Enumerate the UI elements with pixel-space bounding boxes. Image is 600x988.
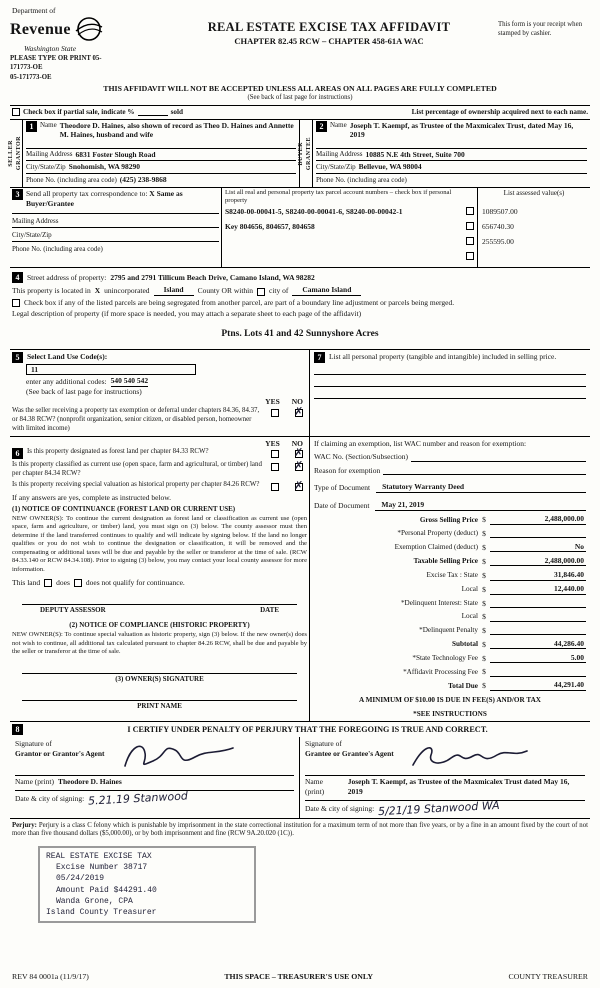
x-mark: ✗ xyxy=(294,446,304,460)
parcel-numbers-value[interactable]: S8240-00-00041-5, S8240-00-00041-6, S8240-00-00042-1 xyxy=(225,206,403,216)
form-header xyxy=(10,6,590,83)
dollar-sign: $ xyxy=(482,681,486,691)
notice-compliance-body: NEW OWNER(S): To continue special valuation as historic property, sign (3) below. If the new owner(s) does not wish to continue, all additional tax calculated pursuant to chapter 84.26 RCW, shall be due and payable by the seller or transferor at the time of sale. xyxy=(12,630,307,656)
personal-property-label: List all personal property (tangible and intangible) included in selling price. xyxy=(329,351,557,361)
section-8-badge: 8 xyxy=(12,724,23,735)
designation-and-tax-section xyxy=(10,437,590,723)
grantor-name-value[interactable]: Theodore D. Haines xyxy=(57,777,122,787)
stamp-title: REAL ESTATE EXCISE TAX xyxy=(46,852,152,861)
x-mark: ✗ xyxy=(294,405,304,419)
fee-value[interactable] xyxy=(490,625,586,635)
assessed-value-1[interactable]: 1089507.00 xyxy=(482,206,518,216)
grantee-name-value[interactable]: Joseph T. Kaempf, as Trustee of the Maxmicalex Trust dated May 16, 2019 xyxy=(347,777,570,796)
tax-exemption-question: Was the seller receiving a property tax exemption or deferral under chapters 84.36, 84.37, or 84.38 RCW? (nonprofit organization, senior citizen, or disabled person, homeowner with limited income) xyxy=(12,407,260,432)
warning-text: THIS AFFIDAVIT WILL NOT BE ACCEPTED UNLESS ALL AREAS ON ALL PAGES ARE FULLY COMPLETED xyxy=(103,83,497,93)
dollar-sign: $ xyxy=(482,570,486,580)
buyer-mailing-value[interactable]: 10885 N.E 4th Street, Suite 700 xyxy=(365,149,465,159)
sold-label: sold xyxy=(170,107,183,116)
grantor-signature-block xyxy=(10,737,300,817)
buyer-csz-value[interactable]: Bellevue, WA 98004 xyxy=(358,162,422,172)
qualify-prefix: This land xyxy=(12,578,41,588)
located-in-label: This property is located in xyxy=(12,285,91,295)
grantor-signature-of-label: Signature of xyxy=(15,739,52,749)
correspondence-phone-label: Phone No. (including area code) xyxy=(12,244,103,253)
seller-name-label: Name xyxy=(40,120,57,129)
treasurer-use-only-label: THIS SPACE – TREASURER'S USE ONLY xyxy=(224,972,374,982)
does-not-label: does not qualify for continuance. xyxy=(85,578,185,588)
fee-value[interactable]: 12,440.00 xyxy=(490,584,586,595)
personal-property-blank-line-1[interactable] xyxy=(314,363,586,375)
doc-type-value[interactable]: Statutory Warranty Deed xyxy=(376,482,586,493)
doc-date-label: Date of Document xyxy=(314,501,370,511)
print-name-line[interactable]: PRINT NAME xyxy=(22,700,297,711)
personal-property-blank-line-3[interactable] xyxy=(314,387,586,399)
owners-signature-line[interactable]: (3) OWNER(S) SIGNATURE xyxy=(22,673,297,684)
historic-property-question: Is this property receiving special valuation as historical property per chapter 84.26 RCW? xyxy=(12,480,260,488)
stamp-cashier-name: Wanda Grone, CPA xyxy=(56,896,133,906)
grantor-signature[interactable] xyxy=(115,739,245,773)
dor-logo-icon xyxy=(74,16,104,45)
form-code-2: 05-171773-OE xyxy=(10,74,52,82)
deputy-assessor-line[interactable] xyxy=(22,604,297,615)
perjury-text: Perjury is a class C felony which is punishable by imprisonment in the state correctional institution for a maximum term of not more than five years, or by a fine in an amount fixed by the court of not more than five thousand dollars ($5,000.00), or by both imprisonment and fine (RCW 9A.20.020 (1C)). xyxy=(12,821,588,838)
fee-value[interactable] xyxy=(490,667,586,677)
form-code-1: 171773-OE xyxy=(10,64,43,72)
dollar-sign: $ xyxy=(482,653,486,663)
wac-no-label: WAC No. (Section/Subsection) xyxy=(314,452,408,462)
dept-of-label: Department of xyxy=(12,6,56,15)
forest-land-question: Is this property designated as forest land per chapter 84.33 RCW? xyxy=(27,448,209,456)
seller-side-label xyxy=(10,120,23,187)
fee-value[interactable] xyxy=(490,612,586,622)
dollar-sign: $ xyxy=(482,667,486,677)
does-not-qualify-checkbox[interactable] xyxy=(74,579,82,587)
fee-label: Subtotal xyxy=(452,640,478,649)
wac-no-field[interactable] xyxy=(411,453,586,462)
partial-sale-label: Check box if partial sale, indicate % xyxy=(23,107,135,116)
yes-header-2: YES xyxy=(265,438,280,448)
tax-column xyxy=(310,437,590,722)
dollar-sign: $ xyxy=(482,625,486,635)
stamp-amount-paid: Amount Paid $44291.40 xyxy=(56,885,157,895)
grantee-signature-block xyxy=(300,737,590,817)
fee-value[interactable]: No xyxy=(490,542,586,553)
fee-row-personal-property xyxy=(314,528,586,538)
fee-row-total-due xyxy=(314,680,586,691)
no-header-1: NO xyxy=(291,396,303,406)
fee-row-excise-local xyxy=(314,584,586,595)
section-3-badge: 3 xyxy=(12,189,23,200)
city-value[interactable]: Camano Island xyxy=(292,285,361,296)
fee-label: *Delinquent Interest: State xyxy=(400,598,478,607)
fee-label: Taxable Selling Price xyxy=(413,557,478,566)
personal-property-section xyxy=(310,350,590,436)
dollar-sign: $ xyxy=(482,556,486,566)
partial-sale-checkbox[interactable] xyxy=(12,108,20,116)
buyer-phone-label: Phone No. (including area code) xyxy=(316,175,407,184)
notice-compliance-title: (2) NOTICE OF COMPLIANCE (HISTORIC PROPERTY) xyxy=(69,620,250,629)
fee-value[interactable]: 44,291.40 xyxy=(490,680,586,691)
fee-label: Excise Tax : State xyxy=(426,571,478,580)
seller-phone-value[interactable]: (425) 238-9868 xyxy=(119,175,167,185)
notice-continuance-title: (1) NOTICE OF CONTINUANCE (FOREST LAND OR CURRENT USE) xyxy=(12,504,236,513)
fee-label: *Personal Property (deduct) xyxy=(397,529,478,538)
certification-section xyxy=(10,722,590,818)
form-subtitle: CHAPTER 82.45 RCW – CHAPTER 458-61A WAC xyxy=(234,36,424,46)
grantee-agent-label: Grantee or Grantee's Agent xyxy=(305,748,394,758)
reason-exemption-field[interactable] xyxy=(383,466,586,475)
section-6-badge: 6 xyxy=(12,448,23,459)
unincorporated-x-mark: X xyxy=(94,285,101,295)
dollar-sign: $ xyxy=(482,612,486,622)
personal-property-checkbox-1[interactable] xyxy=(466,207,474,215)
fee-label: Gross Selling Price xyxy=(419,515,478,524)
buyer-name-value[interactable]: Joseph T. Kaempf, as Trustee of the Maxmicalex Trust, dated May 16, 2019 xyxy=(349,120,574,140)
correspondence-csz-label: City/State/Zip xyxy=(12,230,52,239)
perjury-label: Perjury: xyxy=(12,821,37,829)
grantee-name-print-label: Name (print) xyxy=(305,777,325,796)
receipt-note: This form is your receipt when stamped by cashier. xyxy=(498,21,582,37)
seller-mailing-value[interactable]: 6831 Foster Slough Road xyxy=(75,149,156,159)
fee-row-excise-state xyxy=(314,570,586,581)
fee-label: Total Due xyxy=(448,681,478,690)
stamp-excise-number: Excise Number 38717 xyxy=(56,863,148,873)
current-use-question: Is this property classified as current use (open space, farm and agricultural, or timber) land per chapter 84.34 RCW? xyxy=(12,461,262,478)
correspondence-mailing-label: Mailing Address xyxy=(12,216,59,225)
section-4-badge: 4 xyxy=(12,272,23,283)
partial-percent-field[interactable] xyxy=(138,108,168,116)
grantor-date-city-value[interactable]: 5.21.19 Stanwood xyxy=(87,789,189,808)
seller-side-word-1: SELLER xyxy=(8,139,15,167)
x-mark: ✗ xyxy=(294,459,304,473)
buyer-mailing-label: Mailing Address xyxy=(316,150,363,159)
does-qualify-checkbox[interactable] xyxy=(44,579,52,587)
buyer-section xyxy=(300,120,590,187)
form-title: REAL ESTATE EXCISE TAX AFFIDAVIT xyxy=(207,20,451,34)
forest-yes-checkbox[interactable] xyxy=(271,450,279,458)
historic-yes-checkbox[interactable] xyxy=(271,483,279,491)
street-address-value[interactable]: 2795 and 2791 Tillicum Beach Drive, Camano Island, WA 98282 xyxy=(110,273,315,283)
land-use-code-value[interactable]: 11 xyxy=(26,364,196,376)
dollar-sign: $ xyxy=(482,639,486,649)
date-label: DATE xyxy=(260,606,279,615)
reason-exemption-label: Reason for exemption xyxy=(314,465,381,475)
fee-row-subtotal xyxy=(314,639,586,650)
does-label: does xyxy=(56,578,70,588)
yes-header-1: YES xyxy=(265,396,280,406)
ownership-note: List percentage of ownership acquired next to each name. xyxy=(411,107,588,116)
see-back-note: (See back of last page for instructions) xyxy=(247,93,353,101)
section-5-badge: 5 xyxy=(12,352,23,363)
current-use-no-checkbox[interactable] xyxy=(294,459,304,473)
seller-name-value[interactable]: Theodore D. Haines, also shown of record as Theo D. Haines and Annette M. Haines, husband and wife xyxy=(59,120,294,140)
notice-continuance-body: NEW OWNER(S): To continue the current designation as forest land or classification as current use (open space, farm and agriculture, or timber) land, you must sign on (3) below. The county assessor must then determine if the land transferred continues to qualify and will indicate by signing below. If the land no longer qualifies or you do not wish to continue the designation or classification, it will be removed and the compensating or additional taxes will be due and payable by the seller or transferor at the time of sale. (RCW 84.33.140 or RCW 84.34.108). Prior to signing (3) below, you may contact your local county assessor for more information. xyxy=(12,514,307,573)
parties-section xyxy=(10,119,590,188)
current-use-yes-checkbox[interactable] xyxy=(271,463,279,471)
forest-no-checkbox[interactable] xyxy=(294,446,304,460)
partial-sale-row xyxy=(10,105,590,119)
minimum-fee-note: A MINIMUM OF $10.00 IS DUE IN FEE(S) AND/OR TAX xyxy=(359,695,541,704)
city-of-label: city of xyxy=(269,285,289,295)
fee-row-exemption-claimed xyxy=(314,542,586,553)
personal-property-checkbox-4[interactable] xyxy=(466,252,474,260)
segregated-label: Check box if any of the listed parcels are being segregated from another parcel, are part of a boundary line adjustment or parcels being merged. xyxy=(24,297,455,307)
grantor-agent-label: Grantor or Grantor's Agent xyxy=(15,748,105,758)
seller-phone-label: Phone No. (including area code) xyxy=(26,175,117,184)
seller-section xyxy=(10,120,300,187)
seller-mailing-label: Mailing Address xyxy=(26,150,73,159)
deputy-assessor-label: DEPUTY ASSESSOR xyxy=(40,606,106,615)
if-yes-note: If any answers are yes, complete as instructed below. xyxy=(12,492,172,502)
send-correspondence-label: Send all property tax correspondence to: xyxy=(26,188,148,198)
washington-state-label: Washington State xyxy=(24,44,77,54)
dor-logo-block xyxy=(10,6,160,83)
doc-date-value[interactable]: May 21, 2019 xyxy=(375,500,586,511)
unincorporated-label[interactable]: unincorporated xyxy=(104,285,150,295)
parcel-keys-value[interactable]: Key 804656, 804657, 804658 xyxy=(225,221,315,231)
land-use-label: Select Land Use Code(s): xyxy=(27,351,108,361)
grantee-signature[interactable] xyxy=(405,739,535,773)
grantee-date-city-value[interactable]: 5/21/19 Stanwood WA xyxy=(377,798,501,818)
grantee-date-city-label: Date & city of signing: xyxy=(305,803,375,813)
historic-no-checkbox[interactable] xyxy=(294,478,304,492)
seller-csz-value[interactable]: Snohomish, WA 98290 xyxy=(68,162,141,172)
fee-row-delinquent-interest-state xyxy=(314,598,586,608)
doc-type-label: Type of Document xyxy=(314,483,371,493)
fee-value[interactable]: 5.00 xyxy=(490,653,586,664)
fee-label: *Delinquent Penalty xyxy=(419,625,478,634)
perjury-paragraph xyxy=(10,819,590,842)
legal-description-label: Legal description of property (if more space is needed, you may attach a separate sheet to each page of the affidavit) xyxy=(12,309,362,319)
assessed-values-header: List assessed value(s) xyxy=(503,188,565,197)
dollar-sign: $ xyxy=(482,515,486,525)
section-7-badge: 7 xyxy=(314,352,325,363)
personal-property-checkbox-2[interactable] xyxy=(466,222,474,230)
personal-property-blank-line-2[interactable] xyxy=(314,375,586,387)
tax-correspondence-section xyxy=(10,188,590,268)
buyer-side-word-2: GRANTEE xyxy=(306,136,312,170)
fee-row-gross xyxy=(314,514,586,525)
dollar-sign: $ xyxy=(482,542,486,552)
seller-side-word-2: GRANTOR xyxy=(16,136,22,171)
fee-row-taxable xyxy=(314,556,586,567)
fee-row-delinquent-interest-local xyxy=(314,612,586,622)
buyer-name-label: Name xyxy=(330,120,347,129)
land-use-personal-property-row xyxy=(10,350,590,437)
same-as-x-mark: X xyxy=(149,188,155,198)
county-treasurer-label: COUNTY TREASURER xyxy=(508,972,588,982)
fee-label: Local xyxy=(461,585,478,594)
fee-label: *Affidavit Processing Fee xyxy=(403,667,478,676)
section-2-badge: 2 xyxy=(316,121,327,132)
assessed-value-3[interactable]: 255595.00 xyxy=(482,236,514,246)
fee-label: Local xyxy=(461,612,478,621)
parcel-numbers-header: List all real and personal property tax parcel account numbers – check box if personal property xyxy=(225,188,452,205)
claiming-exemption-note: If claiming an exemption, list WAC number and reason for exemption: xyxy=(314,438,527,448)
rev-number: REV 84 0001a (11/9/17) xyxy=(12,972,89,982)
designation-column xyxy=(10,437,310,722)
dollar-sign: $ xyxy=(482,598,486,608)
property-address-section xyxy=(10,268,590,350)
land-use-section xyxy=(10,350,310,436)
buyer-side-word-1: BUYER xyxy=(298,141,305,166)
certify-statement: I CERTIFY UNDER PENALTY OF PERJURY THAT THE FOREGOING IS TRUE AND CORRECT. xyxy=(127,724,488,734)
personal-property-checkbox-3[interactable] xyxy=(466,237,474,245)
county-value[interactable]: Island xyxy=(154,285,194,296)
street-address-label: Street address of property: xyxy=(27,273,107,283)
fee-value[interactable]: 44,286.40 xyxy=(490,639,586,650)
legal-description-value[interactable]: Ptns. Lots 41 and 42 Sunnyshore Acres xyxy=(221,328,379,339)
fee-row-delinquent-penalty xyxy=(314,625,586,635)
additional-codes-label: enter any additional codes: xyxy=(26,377,107,387)
revenue-wordmark: Revenue xyxy=(10,20,71,38)
exemption-yes-checkbox[interactable] xyxy=(271,409,279,417)
dollar-sign: $ xyxy=(482,528,486,538)
see-back-note-2: (See back of last page for instructions) xyxy=(26,387,142,397)
buyer-csz-label: City/State/Zip xyxy=(316,162,356,171)
form-footer xyxy=(10,970,590,984)
fee-row-tech-fee xyxy=(314,653,586,664)
county-or-label: County OR within xyxy=(197,285,254,295)
fee-value[interactable]: 2,488,000.00 xyxy=(490,514,586,525)
stamp-treasurer-office: Island County Treasurer xyxy=(46,907,157,917)
assessed-value-2[interactable]: 656740.30 xyxy=(482,221,514,231)
grantor-name-print-label: Name (print) xyxy=(15,777,54,787)
fee-value[interactable]: 31,846.40 xyxy=(490,570,586,581)
dollar-sign: $ xyxy=(482,585,486,595)
fee-value[interactable] xyxy=(490,528,586,538)
buyer-side-label xyxy=(300,120,313,187)
section-1-badge: 1 xyxy=(26,121,37,132)
exemption-no-checkbox[interactable] xyxy=(294,405,304,419)
segregated-checkbox[interactable] xyxy=(12,299,20,307)
fee-row-processing-fee xyxy=(314,667,586,677)
fee-value[interactable]: 2,488,000.00 xyxy=(490,556,586,567)
grantee-signature-of-label: Signature of xyxy=(305,739,342,749)
see-instructions-note: *SEE INSTRUCTIONS xyxy=(413,710,487,719)
same-as-label[interactable]: Same as Buyer/Grantee xyxy=(26,188,183,208)
x-mark: ✗ xyxy=(294,478,304,492)
please-type-note: PLEASE TYPE OR PRINT 05- xyxy=(10,54,102,62)
city-checkbox[interactable] xyxy=(257,288,265,296)
seller-csz-label: City/State/Zip xyxy=(26,162,66,171)
no-header-2: NO xyxy=(291,438,303,448)
fee-label: *State Technology Fee xyxy=(412,654,478,663)
additional-codes-value[interactable]: 540 540 542 xyxy=(110,376,149,386)
stamp-date: 05/24/2019 xyxy=(56,874,105,884)
fee-value[interactable] xyxy=(490,598,586,608)
treasurer-stamp xyxy=(38,846,256,923)
grantor-date-city-label: Date & city of signing: xyxy=(15,794,85,804)
fee-label: Exemption Claimed (deduct) xyxy=(394,543,478,552)
